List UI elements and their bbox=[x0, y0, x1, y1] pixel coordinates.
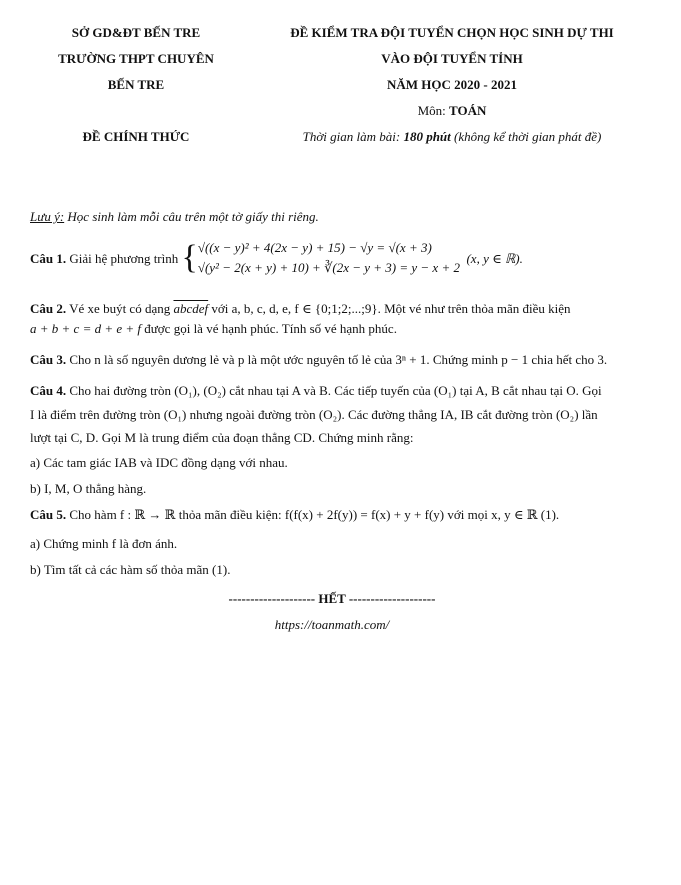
question-4-line-2: I là điểm trên đường tròn (O₁) nhưng ngoài đường tròn (O₂). Các đường thẳng IA, IB cắt đường tròn (O₂) lần bbox=[30, 407, 598, 422]
subject-label: Môn: bbox=[417, 103, 446, 118]
question-4-text-1: Cho hai đường tròn (O₁), (O₂) cắt nhau tại A và B. Các tiếp tuyến của (O₁) tại A, B cắt nhau tại O. Gọi bbox=[69, 383, 602, 398]
time-prefix: Thời gian làm bài: bbox=[302, 129, 401, 144]
question-5-label: Câu 5. bbox=[30, 507, 67, 522]
question-4-line-3: lượt tại C, D. Gọi M là trung điểm của đoạn thẳng CD. Chứng minh rằng: bbox=[30, 430, 414, 445]
department-name: SỞ GD&ĐT BẾN TRE bbox=[71, 25, 201, 40]
time-suffix: (không kể thời gian phát đề) bbox=[454, 129, 602, 144]
ticket-number: abcdef bbox=[173, 301, 209, 316]
subject-name: TOÁN bbox=[449, 103, 487, 118]
question-5-part-a: a) Chứng minh f là đơn ánh. bbox=[30, 536, 178, 551]
question-4-line-1 bbox=[30, 381, 634, 400]
school-year: NĂM HỌC 2020 - 2021 bbox=[387, 77, 517, 92]
exam-subtitle: VÀO ĐỘI TUYỂN TỈNH bbox=[381, 51, 523, 66]
source-url: https://toanmath.com/ bbox=[274, 617, 390, 632]
question-2-text-3: được gọi là vé hạnh phúc. Tính số vé hạnh phúc. bbox=[144, 321, 397, 336]
subject-line bbox=[254, 103, 650, 119]
question-4-part-a: a) Các tam giác IAB và IDC đồng dạng với nhau. bbox=[30, 455, 288, 470]
question-5-text: Cho hàm f : ℝ → ℝ thỏa mãn điều kiện: f(f(x) + 2f(y)) = f(x) + y + f(y) với mọi x, y ∈ ℝ (1). bbox=[69, 507, 560, 522]
equation-1: √((x − y)² + 4(2x − y) + 15) − √y = √(x + 3) bbox=[197, 240, 432, 255]
question-5-part-b: b) Tìm tất cả các hàm số thỏa mãn (1). bbox=[30, 562, 231, 577]
equation-system bbox=[198, 238, 460, 278]
question-1 bbox=[30, 230, 634, 286]
end-marker: -------------------- HẾT -------------------- bbox=[228, 591, 436, 606]
question-5 bbox=[30, 505, 634, 524]
question-1-text: Giải hệ phương trình bbox=[69, 250, 179, 266]
question-2-text-2: với a, b, c, d, e, f ∈ {0;1;2;...;9}. Một vé như trên thỏa mãn điều kiện bbox=[211, 301, 571, 316]
note-text: Học sinh làm mỗi câu trên một tờ giấy thi riêng. bbox=[67, 209, 319, 224]
question-2-condition: a + b + c = d + e + f bbox=[30, 321, 142, 336]
school-location: BẾN TRE bbox=[107, 77, 165, 92]
note bbox=[30, 207, 634, 226]
system-brace-icon: { bbox=[181, 239, 198, 276]
question-2-line-2 bbox=[30, 319, 634, 338]
question-3-text: Cho n là số nguyên dương lẻ và p là một ước nguyên tố lẻ của 3ⁿ + 1. Chứng minh p − 1 chia hết cho 3. bbox=[69, 352, 608, 367]
question-3-label: Câu 3. bbox=[30, 352, 67, 367]
question-1-domain: (x, y ∈ ℝ). bbox=[466, 250, 523, 266]
exam-title: ĐỀ KIỂM TRA ĐỘI TUYỂN CHỌN HỌC SINH DỰ THI bbox=[290, 25, 614, 40]
question-4-part-b: b) I, M, O thẳng hàng. bbox=[30, 481, 147, 496]
official-label: ĐỀ CHÍNH THỨC bbox=[82, 129, 190, 144]
time-line bbox=[254, 129, 650, 145]
question-3 bbox=[30, 350, 634, 369]
question-4-label: Câu 4. bbox=[30, 383, 67, 398]
equation-2: √(y² − 2(x + y) + 10) + ∛(2x − y + 3) = y − x + 2 bbox=[197, 260, 460, 275]
question-1-label: Câu 1. bbox=[30, 250, 67, 266]
question-2-line-1 bbox=[30, 299, 634, 318]
time-value: 180 phút bbox=[403, 129, 451, 144]
question-2-text-1: Vé xe buýt có dạng bbox=[69, 301, 171, 316]
note-label: Lưu ý: bbox=[30, 209, 65, 224]
question-2-label: Câu 2. bbox=[30, 301, 67, 316]
school-name: TRƯỜNG THPT CHUYÊN bbox=[58, 51, 214, 66]
